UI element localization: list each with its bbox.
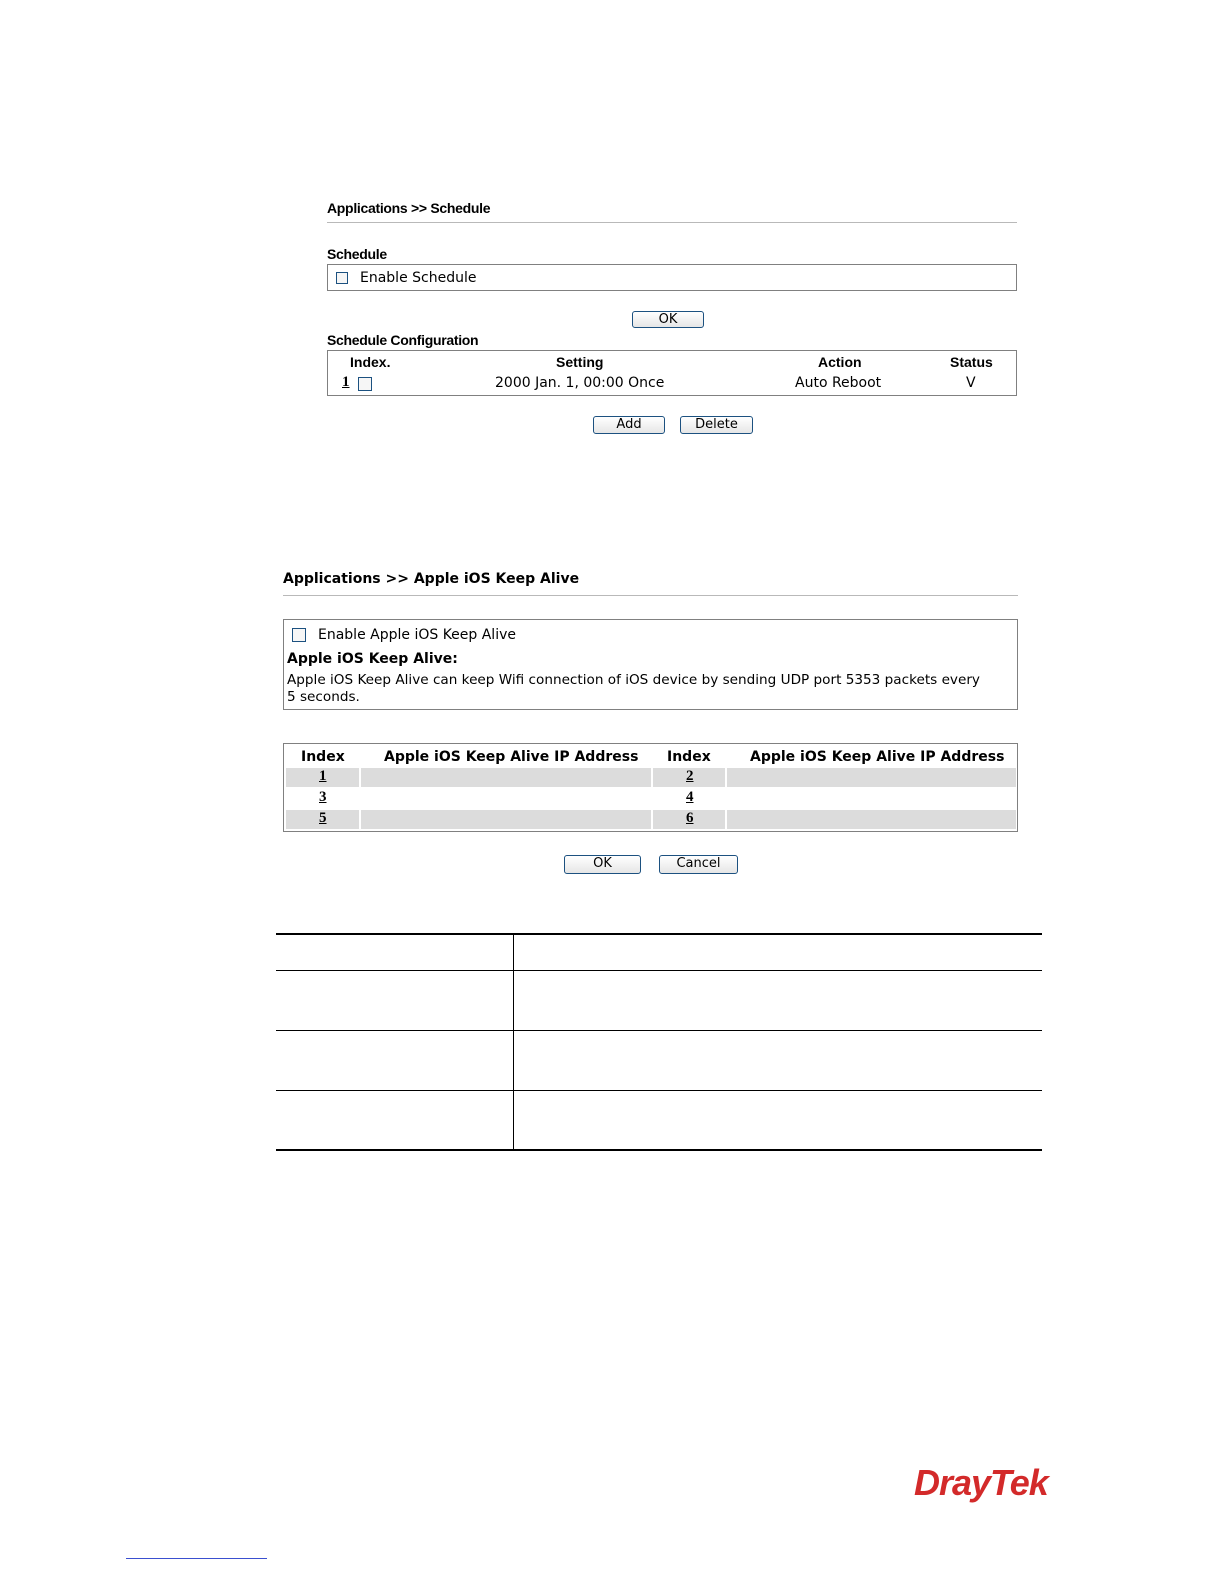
table-row: [653, 768, 725, 787]
schedule-divider: [327, 222, 1017, 223]
footer-rule: [126, 1558, 267, 1559]
keepalive-index-link-6[interactable]: 6: [686, 810, 694, 826]
keepalive-divider: [283, 595, 1018, 596]
keepalive-ip-field-3[interactable]: [361, 789, 651, 808]
enable-schedule-checkbox[interactable]: [336, 272, 348, 284]
keepalive-desc-title: Apple iOS Keep Alive:: [287, 651, 458, 667]
keepalive-index-link-5[interactable]: 5: [319, 810, 327, 826]
col-header-ip-right: Apple iOS Keep Alive IP Address: [750, 749, 1005, 765]
table-row: [653, 789, 725, 808]
keepalive-index-link-4[interactable]: 4: [686, 789, 694, 805]
enable-keepalive-checkbox[interactable]: [292, 628, 306, 642]
schedule-index-link[interactable]: 1: [342, 374, 350, 390]
schedule-breadcrumb: Applications >> Schedule: [327, 200, 491, 216]
enable-keepalive-label: Enable Apple iOS Keep Alive: [318, 627, 516, 643]
col-header-setting: Setting: [556, 354, 604, 370]
col-header-index: Index.: [350, 354, 391, 370]
table-row: [328, 373, 1016, 395]
keepalive-index-link-1[interactable]: 1: [319, 768, 327, 784]
add-button[interactable]: Add: [593, 416, 665, 434]
schedule-config-title: Schedule Configuration: [327, 332, 479, 348]
col-header-index-right: Index: [667, 749, 711, 765]
draytek-logo: DrayTek: [914, 1462, 1048, 1503]
table-row: [286, 810, 359, 829]
keepalive-index-link-3[interactable]: 3: [319, 789, 327, 805]
enable-schedule-box: [327, 264, 1017, 291]
keepalive-desc-line2: 5 seconds.: [287, 689, 360, 705]
col-header-index-left: Index: [301, 749, 345, 765]
keepalive-ip-field-4[interactable]: [727, 789, 1016, 808]
schedule-status-value: V: [966, 375, 976, 391]
keepalive-cancel-button[interactable]: Cancel: [659, 855, 738, 874]
table-bottom-rule: [276, 1149, 1042, 1151]
schedule-section-title: Schedule: [327, 246, 387, 262]
keepalive-ok-button[interactable]: OK: [564, 855, 641, 874]
table-column-rule: [513, 935, 514, 1149]
keepalive-index-link-2[interactable]: 2: [686, 768, 694, 784]
table-row: [286, 768, 359, 787]
table-row: [653, 810, 725, 829]
col-header-ip-left: Apple iOS Keep Alive IP Address: [384, 749, 639, 765]
delete-button[interactable]: Delete: [680, 416, 753, 434]
table-row-rule: [276, 1090, 1042, 1091]
schedule-row-checkbox[interactable]: [358, 377, 372, 391]
keepalive-ip-field-6[interactable]: [727, 810, 1016, 829]
table-row-rule: [276, 970, 1042, 971]
col-header-status: Status: [950, 354, 993, 370]
keepalive-breadcrumb: Applications >> Apple iOS Keep Alive: [283, 571, 580, 587]
table-row: [286, 789, 359, 808]
keepalive-ip-field-5[interactable]: [361, 810, 651, 829]
keepalive-ip-table: [283, 743, 1018, 832]
keepalive-desc-line1: Apple iOS Keep Alive can keep Wifi connection of iOS device by sending UDP port 5353 packets every: [287, 672, 980, 688]
enable-schedule-label: Enable Schedule: [360, 270, 477, 286]
schedule-setting-value: 2000 Jan. 1, 00:00 Once: [495, 375, 665, 391]
keepalive-ip-field-1[interactable]: [361, 768, 651, 787]
keepalive-ip-field-2[interactable]: [727, 768, 1016, 787]
col-header-action: Action: [818, 354, 862, 370]
schedule-action-value: Auto Reboot: [795, 375, 882, 391]
keepalive-settings-box: [283, 619, 1018, 710]
schedule-config-table: [327, 350, 1017, 396]
table-row-rule: [276, 1030, 1042, 1031]
schedule-ok-button[interactable]: OK: [632, 311, 704, 328]
table-top-rule: [276, 933, 1042, 935]
